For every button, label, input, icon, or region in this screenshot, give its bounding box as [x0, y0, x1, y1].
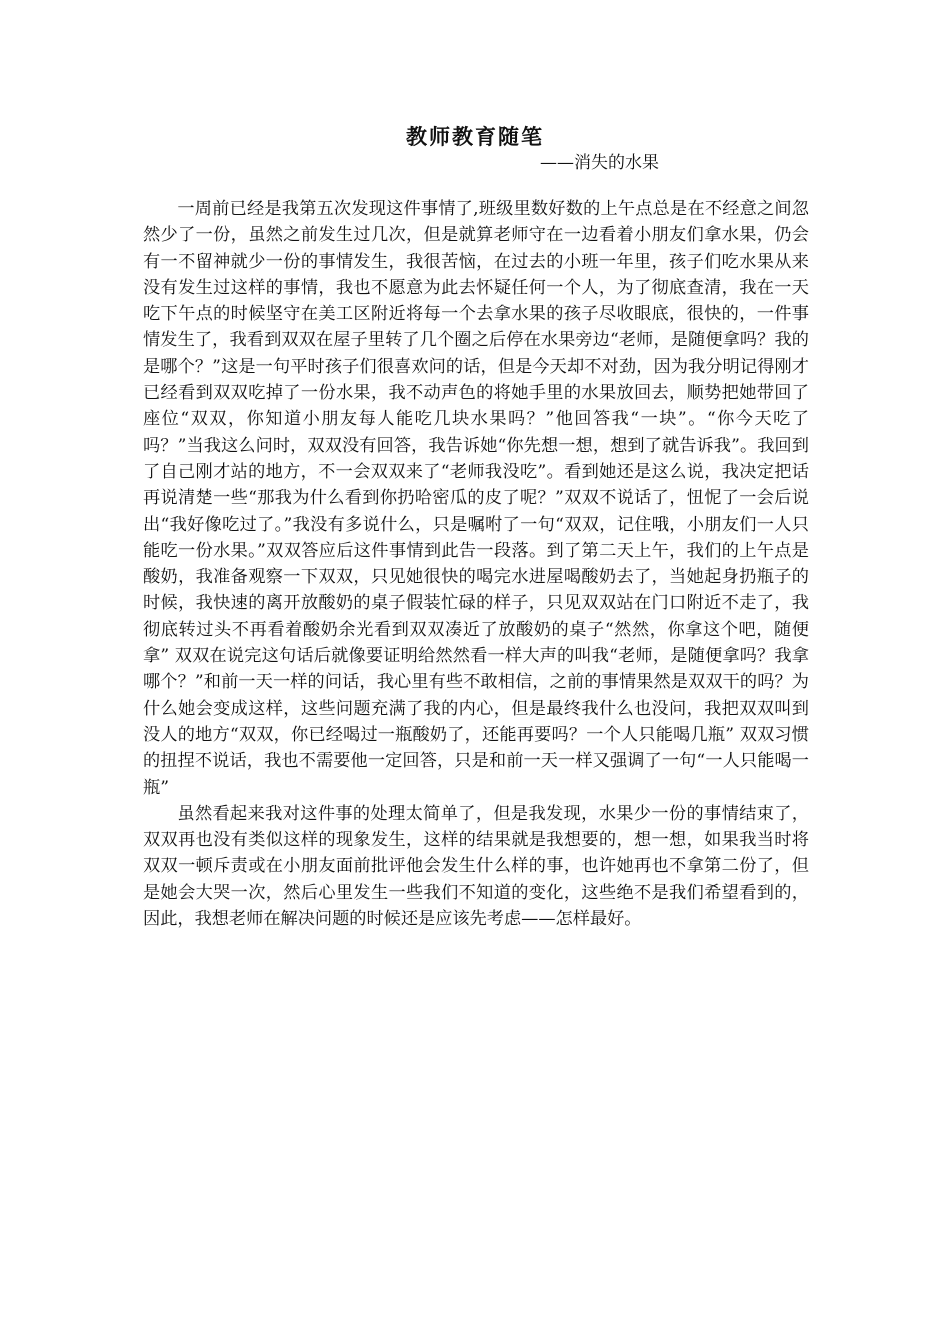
- document-subtitle: ——消失的水果: [540, 153, 659, 173]
- document-body: [143, 196, 809, 932]
- document-title: 教师教育随笔: [406, 124, 544, 149]
- paragraph-2: 虽然看起来我对这件事的处理太简单了，但是我发现，水果少一份的事情结束了，双双再也没有类似这样的现象发生，这样的结果就是我想要的，想一想，如果我当时将双双一顿斥责或在小朋友面前批评他会发生什么样的事，也许她再也不拿第二份了，但是她会大哭一次，然后心里发生一些我们不知道的变化，这些绝不是我们希望看到的，因此，我想老师在解决问题的时候还是应该先考虑——怎样最好。: [143, 803, 809, 930]
- paragraph-1: 一周前已经是我第五次发现这件事情了,班级里数好数的上午点总是在不经意之间忽然少了一份，虽然之前发生过几次，但是就算老师守在一边看着小朋友们拿水果，仍会有一不留神就少一份的事情发生，我很苦恼，在过去的小班一年里，孩子们吃水果从来没有发生过这样的事情，我也不愿意为此去怀疑任何一个人，为了彻底查清，我在一天吃下午点的时候坚守在美工区附近将每一个去拿水果的孩子尽收眼底，很快的，一件事情发生了，我看到双双在屋子里转了几个圈之后停在水果旁边“老师，是随便拿吗？我的是哪个？”这是一句平时孩子们很喜欢问的话，但是今天却不对劲，因为我分明记得刚才已经看到双双吃掉了一份水果，我不动声色的将她手里的水果放回去，顺势把她带回了座位“双双，你知道小朋友每人能吃几块水果吗？”他回答我“一块”。“你今天吃了吗？”当我这么问时，双双没有回答，我告诉她“你先想一想，想到了就告诉我”。我回到了自己刚才站的地方，不一会双双来了“老师我没吃”。看到她还是这么说，我决定把话再说清楚一些“那我为什么看到你扔哈密瓜的皮了呢？”双双不说话了，忸怩了一会后说出“我好像吃过了。”我没有多说什么，只是嘱咐了一句“双双，记住哦，小朋友们一人只能吃一份水果。”双双答应后这件事情到此告一段落。到了第二天上午，我们的上午点是酸奶，我准备观察一下双双，只见她很快的喝完水进屋喝酸奶去了，当她起身扔瓶子的时候，我快速的离开放酸奶的桌子假装忙碌的样子，只见双双站在门口附近不走了，我彻底转过头不再看着酸奶余光看到双双凑近了放酸奶的桌子“然然，你拿这个吧，随便拿” 双双在说完这句话后就像要证明给然然看一样大声的叫我“老师，是随便拿吗？我拿哪个？”和前一天一样的问话，我心里有些不敢相信，之前的事情果然是双双干的吗？为什么她会变成这样，这些问题充满了我的内心，但是最终我什么也没问，我把双双叫到没人的地方“双双，你已经喝过一瓶酸奶了，还能再要吗？一个人只能喝几瓶” 双双习惯的扭捏不说话，我也不需要他一定回答，只是和前一天一样又强调了一句“一人只能喝一瓶”: [143, 199, 809, 798]
